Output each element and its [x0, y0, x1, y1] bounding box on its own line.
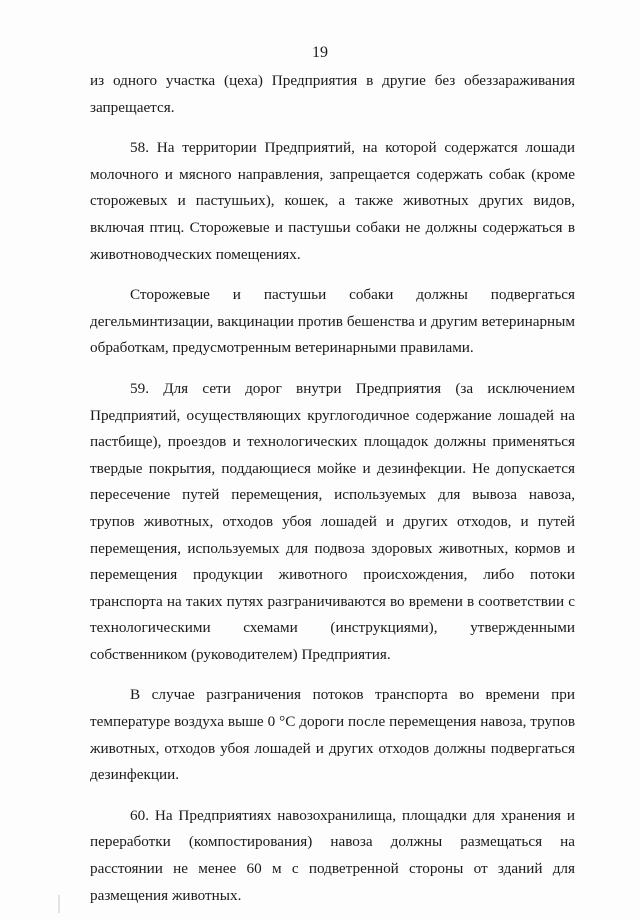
scan-mark: [58, 895, 60, 913]
paragraph-continuation: из одного участка (цеха) Предприятия в другие без обеззараживания запрещается.: [90, 72, 575, 116]
paragraph-58-dogs: Сторожевые и пастушьи собаки должны подвергаться дегельминтизации, вакцинации против бешенства и другим ветеринарным обработкам, предусмотренным ветеринарными правилами.: [90, 286, 575, 357]
document-body: [90, 68, 575, 909]
paragraph-60: 60. На Предприятиях навозохранилища, площадки для хранения и переработки (компостирования) навоза должны размещаться на расстоянии не менее 60 м с подветренной стороны от зданий для размещения животных.: [90, 806, 575, 904]
page-number: 19: [312, 44, 328, 61]
paragraph-59: 59. Для сети дорог внутри Предприятия (за исключением Предприятий, осуществляющих круглогодичное содержание лошадей на пастбище), проездов и технологических площадок должны применяться твердые покрытия, поддающиеся мойке и дезинфекции. Не допускается пересечение путей перемещения, используемых для вывоза навоза, трупов животных, отходов убоя лошадей и других отходов, и путей перемещения, используемых для подвоза здоровых животных, кормов и перемещения продукции животного происхождения, либо потоки транспорта на таких путях разграничиваются во времени в соответствии с технологическими схемами (инструкциями), утвержденными собственником (руководителем) Предприятия.: [90, 379, 575, 663]
paragraph-59-disinfection: В случае разграничения потоков транспорта во времени при температуре воздуха выше 0 °С дороги после перемещения навоза, трупов животных, отходов убоя лошадей и других отходов должны подвергаться дезинфекции.: [90, 686, 575, 784]
paragraph-58: 58. На территории Предприятий, на которой содержатся лошади молочного и мясного направления, запрещается содержать собак (кроме сторожевых и пастушьих), кошек, а также животных других видов, включая птиц. Сторожевые и пастушьи собаки не должны содержаться в животноводческих помещениях.: [90, 139, 575, 263]
